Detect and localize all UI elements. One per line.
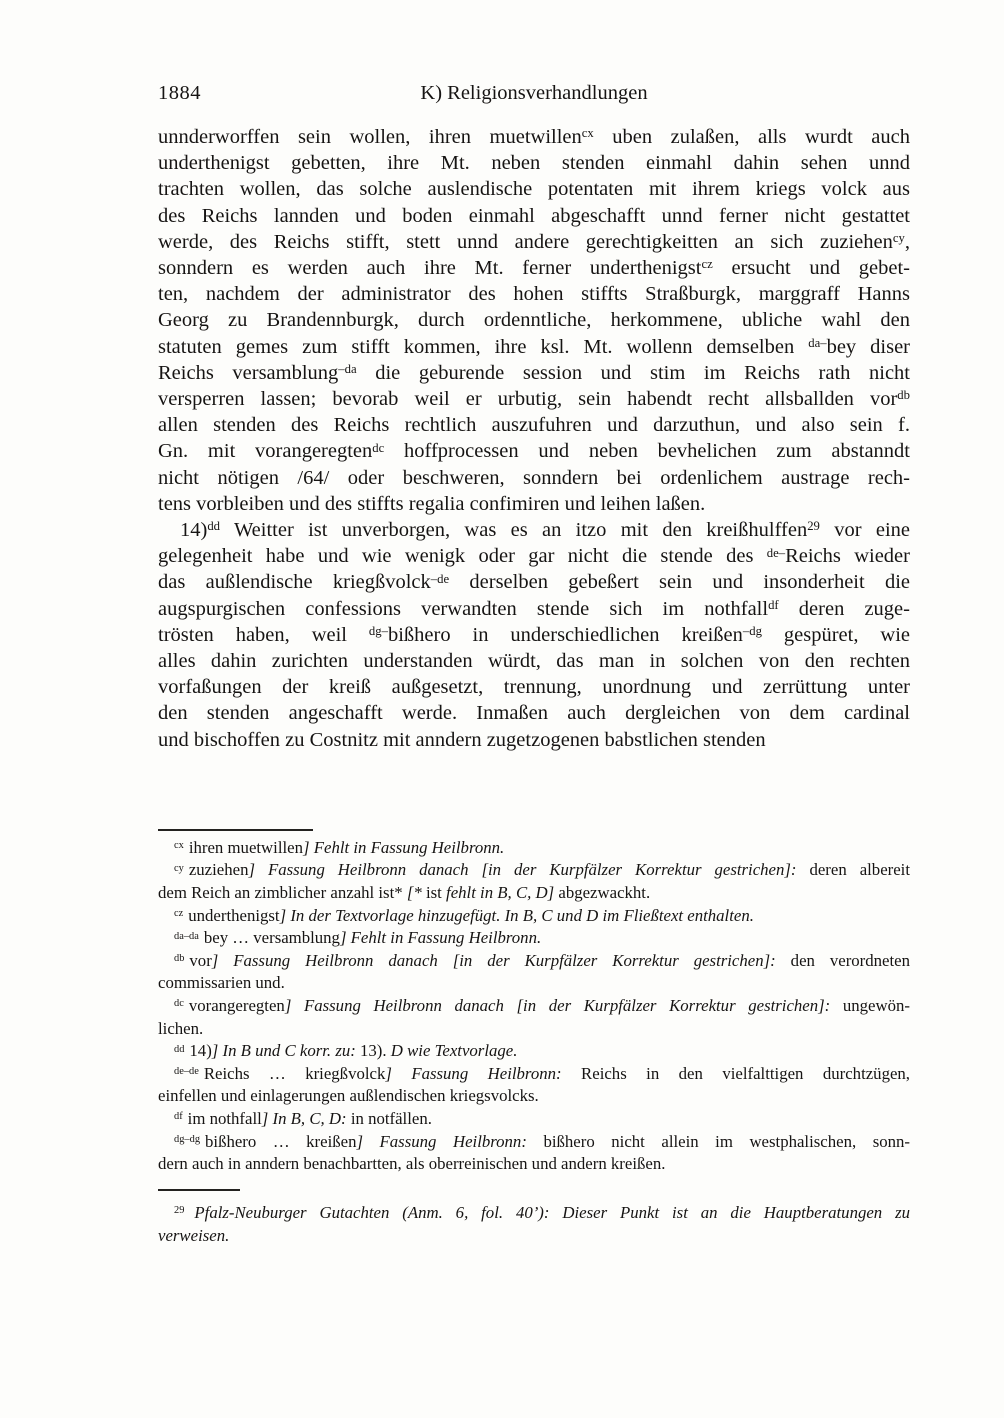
apparatus-line: $^{de-de}$ Reichs … kriegßvolck] Fassung Heilbronn: Reichs in den vielfalttigen durchtzügen,	[174, 1063, 910, 1083]
critical-apparatus	[158, 837, 910, 1176]
apparatus-line: $^{da-da}$ bey … versamblung] Fehlt in Fassung Heilbronn.	[174, 928, 542, 948]
page-number: 1884	[158, 82, 201, 104]
apparatus-note-df	[158, 1108, 910, 1131]
apparatus-line: $^{dc}$ vorangeregten] Fassung Heilbronn danach [in der Kurpfälzer Korrektur gestrichen]: ungewön-	[174, 996, 910, 1016]
body-text-line: trachten wollen, das solche auslendische potentaten mit ihrem kriegs volck aus	[158, 178, 910, 201]
body-text-line: Gn. mit vorangeregten$^{dc}$ hoffprocessen und neben bevhelichen zum abstanndt	[158, 440, 910, 463]
superscript-marker: cy	[892, 231, 905, 246]
note-label: df	[174, 1111, 183, 1123]
note-label: dd	[174, 1043, 185, 1055]
apparatus-line: lichen.	[158, 1018, 204, 1038]
apparatus-line: $^{cx}$ ihren muetwillen] Fehlt in Fassung Heilbronn.	[174, 837, 505, 857]
superscript-marker: –de	[430, 571, 450, 586]
body-text-line: unnderworffen sein wollen, ihren muetwillen$^{cx}$ uben zulaßen, alls wurdt auch	[158, 126, 910, 148]
body-text-line: des Reichs lannden und boden einmahl abgeschafft unnd ferner nicht gestattet	[158, 204, 910, 227]
note-label: dc	[174, 998, 184, 1010]
apparatus-note-de-de	[158, 1063, 910, 1108]
note-label: 29	[174, 1205, 185, 1217]
body-text-line: nicht nötigen /64/ oder beschweren, sonndern bei ordenlichem austrage rech-	[158, 466, 910, 489]
body-text-line: allen stenden des Reichs rechtlich auszufuhren und darzuthun, und also sein f.	[158, 414, 910, 437]
body-text-line: Reichs versamblung$^{-da}$ die geburende session und stim im Reichs rath nicht	[158, 361, 910, 384]
body-text-line: trösten haben, weil $^{dg-}$bißhero in underschiedlichen kreißen$^{-dg}$ gespüret, wie	[158, 623, 910, 646]
footnote-line: verweisen.	[158, 1225, 230, 1245]
footnote-29	[158, 1202, 910, 1248]
note-label: cz	[174, 907, 184, 919]
apparatus-line: einfellen und einlagerungen außlendischen kriegsvolcks.	[158, 1086, 539, 1106]
superscript-marker: –da	[338, 362, 357, 377]
superscript-marker: –dg	[742, 624, 762, 639]
apparatus-line: dem Reich an zimblicher anzahl ist* [* ist fehlt in B, C, D] abgezwackht.	[158, 883, 651, 903]
paragraph	[158, 517, 910, 753]
superscript-marker: cz	[701, 257, 713, 272]
apparatus-line: $^{dd}$ 14)] In B und C korr. zu: 13). D wie Textvorlage.	[174, 1041, 518, 1061]
main-text	[158, 124, 910, 753]
body-text-line: und bischoffen zu Costnitz mit anndern zugetzogenen babstlichen stenden	[158, 728, 766, 751]
commentary-footnotes	[158, 1202, 910, 1248]
apparatus-note-da-da	[158, 927, 910, 950]
body-text-line: gelegenheit habe und wie wenigk oder gar nicht die stende des $^{de-}$Reichs wieder	[158, 545, 910, 568]
paragraph	[158, 124, 910, 517]
apparatus-line: $^{dg-dg}$ bißhero … kreißen] Fassung Heilbronn: bißhero nicht allein im westphalischen, sonn-	[174, 1131, 910, 1151]
apparatus-note-dd	[158, 1040, 910, 1063]
superscript-marker: 29	[807, 519, 820, 534]
apparatus-note-db	[158, 950, 910, 995]
note-label: cy	[174, 862, 184, 874]
body-text-line: augspurgischen confessions verwandten stende sich im nothfall$^{df}$ deren zuge-	[158, 597, 910, 620]
body-text-line: alles dahin zurichten understanden würdt, das man in solchen von den rechten	[158, 650, 910, 673]
body-text-line: sonndern es werden auch ihre Mt. ferner underthenigst$^{cz}$ ersucht und gebet-	[158, 257, 910, 280]
superscript-marker: da–	[808, 335, 827, 350]
body-text-line: vorfaßungen der kreiß außgesetzt, trennung, unordnung und zerrüttung unter	[158, 676, 910, 699]
body-text-line: underthenigst gebetten, ihre Mt. neben stenden einmahl dahin sehen unnd	[158, 152, 910, 175]
body-text-line: den stenden angeschafft werde. Inmaßen auch dergleichen von dem cardinal	[158, 702, 910, 725]
body-text-line: ten, nachdem der administrator des hohen stiffts Straßburgk, marggraff Hanns	[158, 283, 910, 306]
note-label: dg–dg	[174, 1133, 201, 1145]
footnote-line: $^{29}$ Pfalz-Neuburger Gutachten (Anm. 6, fol. 40’): Dieser Punkt ist an die Hauptberatungen zu	[174, 1202, 910, 1222]
note-label: db	[174, 953, 185, 965]
running-head: K) Religionsverhandlungen	[420, 82, 648, 104]
apparatus-line: dern auch in anndern benachbartten, als oberreinischen und andern kreißen.	[158, 1154, 666, 1174]
superscript-marker: cx	[581, 126, 594, 141]
apparatus-line: $^{db}$ vor] Fassung Heilbronn danach [in der Kurpfälzer Korrektur gestrichen]: den verordneten	[174, 950, 910, 970]
superscript-marker: dg–	[368, 624, 388, 639]
note-label: da–da	[174, 930, 199, 942]
apparatus-line: $^{df}$ im nothfall] In B, C, D: in notfällen.	[174, 1109, 432, 1128]
body-text-line: versperren lassen; bevorab weil er urbutig, sein habendt recht allsballden vor$^{db}$	[158, 388, 910, 411]
body-text-line: 14)$^{dd}$ Weitter ist unverborgen, was es an itzo mit den kreißhulffen$^{29}$ vor eine	[180, 519, 910, 542]
body-text-line: werde, des Reichs stifft, stett unnd andere gerechtigkeitten an sich zuziehen$^{cy}$,	[158, 230, 910, 253]
body-text-line: Georg zu Brandennburgk, durch ordenntliche, herkommene, ubliche wahl den	[158, 309, 910, 332]
apparatus-note-dg-dg	[158, 1131, 910, 1176]
apparatus-line: $^{cz}$ underthenigst] In der Textvorlage hinzugefügt. In B, C und D im Fließtext enthalten.	[174, 905, 754, 925]
note-label: de–de	[174, 1066, 199, 1078]
apparatus-line: $^{cy}$ zuziehen] Fassung Heilbronn danach [in der Kurpfälzer Korrektur gestrichen]: deren albereit	[174, 860, 911, 880]
body-text-line: tens vorbleiben und des stiffts regalia confimiren und leihen laßen.	[158, 492, 706, 515]
footnote-separator-rule	[158, 1189, 240, 1191]
apparatus-line: commissarien und.	[158, 973, 285, 993]
apparatus-separator-rule	[158, 829, 313, 831]
apparatus-note-cx	[158, 837, 910, 860]
superscript-marker: dc	[372, 440, 385, 455]
superscript-marker: de–	[766, 545, 786, 560]
apparatus-note-cy	[158, 859, 910, 904]
page-header	[158, 82, 910, 108]
apparatus-note-dc	[158, 995, 910, 1040]
superscript-marker: dd	[207, 519, 221, 534]
note-label: cx	[174, 840, 184, 852]
body-text-line: statuten gemes zum stifft kommen, ihre ksl. Mt. wollenn demselben $^{da-}$bey diser	[158, 335, 910, 358]
apparatus-note-cz	[158, 905, 910, 928]
superscript-marker: db	[897, 388, 910, 403]
body-text-line: das außlendische kriegßvolck$^{-de}$ derselben gebeßert sein und insonderheit die	[158, 571, 910, 594]
superscript-marker: df	[768, 597, 779, 612]
